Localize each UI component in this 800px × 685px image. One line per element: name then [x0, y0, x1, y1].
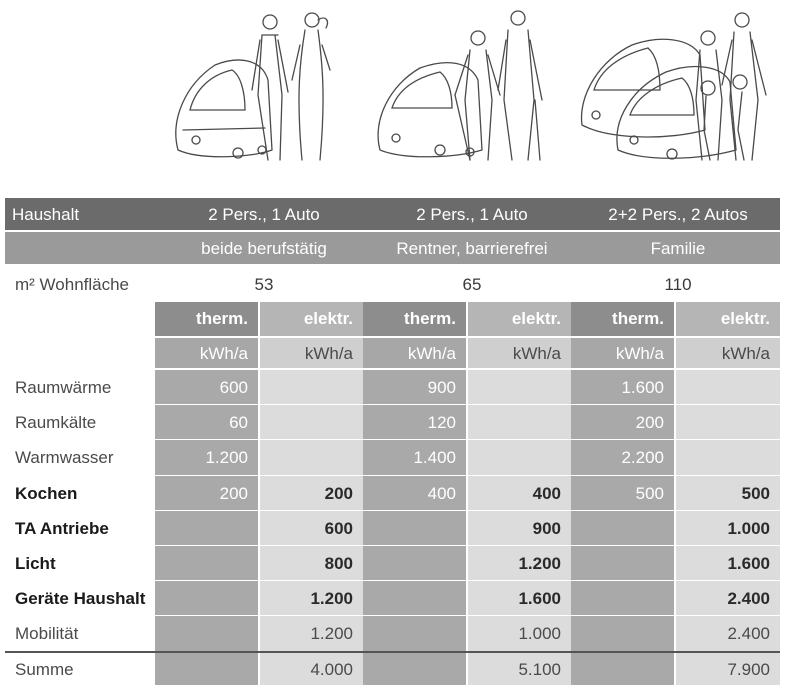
column-type-label: elektr.	[511, 309, 561, 328]
household-3-subtitle: Familie	[650, 239, 706, 258]
row-separator	[5, 580, 780, 581]
car-sketch-3	[582, 39, 736, 159]
column-type-label: elektr.	[303, 309, 353, 328]
table-cell: 1.200	[205, 448, 248, 468]
household-label: Haushalt	[12, 205, 80, 224]
household-3-title: 2+2 Pers., 2 Autos	[608, 205, 748, 224]
table-cell: 200	[324, 483, 353, 503]
row-separator	[5, 545, 780, 546]
table-cell: 200	[635, 413, 664, 433]
table-cell: 800	[324, 554, 353, 573]
row-label: Raumwärme	[15, 378, 112, 397]
row-separator	[5, 404, 780, 405]
table-cell: 1.000	[518, 624, 561, 644]
row-label: Licht	[15, 554, 56, 573]
household-2-title: 2 Pers., 1 Auto	[416, 205, 528, 224]
table-cell: 400	[427, 483, 456, 503]
table-cell: 2.400	[727, 624, 770, 644]
column-type-label: therm.	[196, 309, 248, 328]
table-cell: 900	[427, 378, 456, 397]
table-cell: 500	[741, 483, 770, 503]
household-2-subtitle: Rentner, barrierefrei	[396, 239, 548, 258]
household-1-subtitle: beide berufstätig	[201, 239, 327, 258]
table-cell: 600	[324, 518, 353, 538]
unit-label: kWh/a	[304, 344, 353, 363]
unit-label: kWh/a	[199, 344, 248, 363]
row-separator	[5, 475, 780, 476]
table-cell: 400	[532, 483, 561, 503]
area-label: m² Wohnfläche	[15, 275, 130, 294]
unit-label: kWh/a	[721, 344, 770, 363]
column-type-label: therm.	[612, 309, 664, 328]
unit-label: kWh/a	[407, 344, 456, 363]
table-cell: 1.400	[413, 448, 456, 468]
household-2-area: 65	[462, 275, 482, 294]
table-cell: 1.000	[727, 518, 770, 538]
table-cell: 600	[219, 378, 248, 397]
table-cell: 1.200	[518, 554, 561, 573]
row-label: Raumkälte	[15, 413, 97, 433]
table-cell: 1.600	[727, 554, 770, 573]
table-cell: 1.200	[310, 589, 353, 609]
row-label: Geräte Haushalt	[15, 589, 146, 609]
table-cell: 500	[635, 483, 664, 503]
column-type-label: therm.	[404, 309, 456, 328]
row-label: Warmwasser	[15, 448, 114, 468]
row-separator	[5, 615, 780, 616]
unit-label: kWh/a	[512, 344, 561, 363]
people-sketch-3	[696, 13, 766, 160]
car-sketch-1	[176, 60, 272, 158]
unit-label: kWh/a	[615, 344, 664, 363]
row-label: Mobilität	[15, 624, 79, 644]
table-cell: 1.600	[518, 589, 561, 609]
table-cell: 4.000	[310, 659, 353, 679]
column-type-label: elektr.	[720, 309, 770, 328]
table-cell: 7.900	[727, 659, 770, 679]
household-3-area: 110	[664, 275, 692, 294]
people-sketch-2	[455, 11, 542, 160]
household-1-title: 2 Pers., 1 Auto	[208, 205, 320, 224]
table-cell: 1.600	[621, 378, 664, 397]
table-cell: 200	[219, 483, 248, 503]
table-cell: 2.400	[727, 589, 770, 609]
table-cell: 900	[532, 518, 561, 538]
household-sketches	[0, 0, 800, 190]
table-cell: 60	[229, 413, 248, 433]
row-label: Summe	[15, 659, 74, 679]
row-separator	[5, 439, 780, 440]
table-cell: 120	[427, 413, 456, 433]
row-label: Kochen	[15, 483, 78, 503]
row-separator	[5, 510, 780, 511]
row-separator	[5, 651, 780, 653]
table-cell: 1.200	[310, 624, 353, 644]
table-cell: 5.100	[518, 659, 561, 679]
sketch-illustration	[0, 0, 800, 190]
household-1-area: 53	[254, 275, 274, 294]
people-sketch-1	[252, 13, 330, 160]
row-label: TA Antriebe	[15, 518, 109, 538]
table-cell: 2.200	[621, 448, 664, 468]
